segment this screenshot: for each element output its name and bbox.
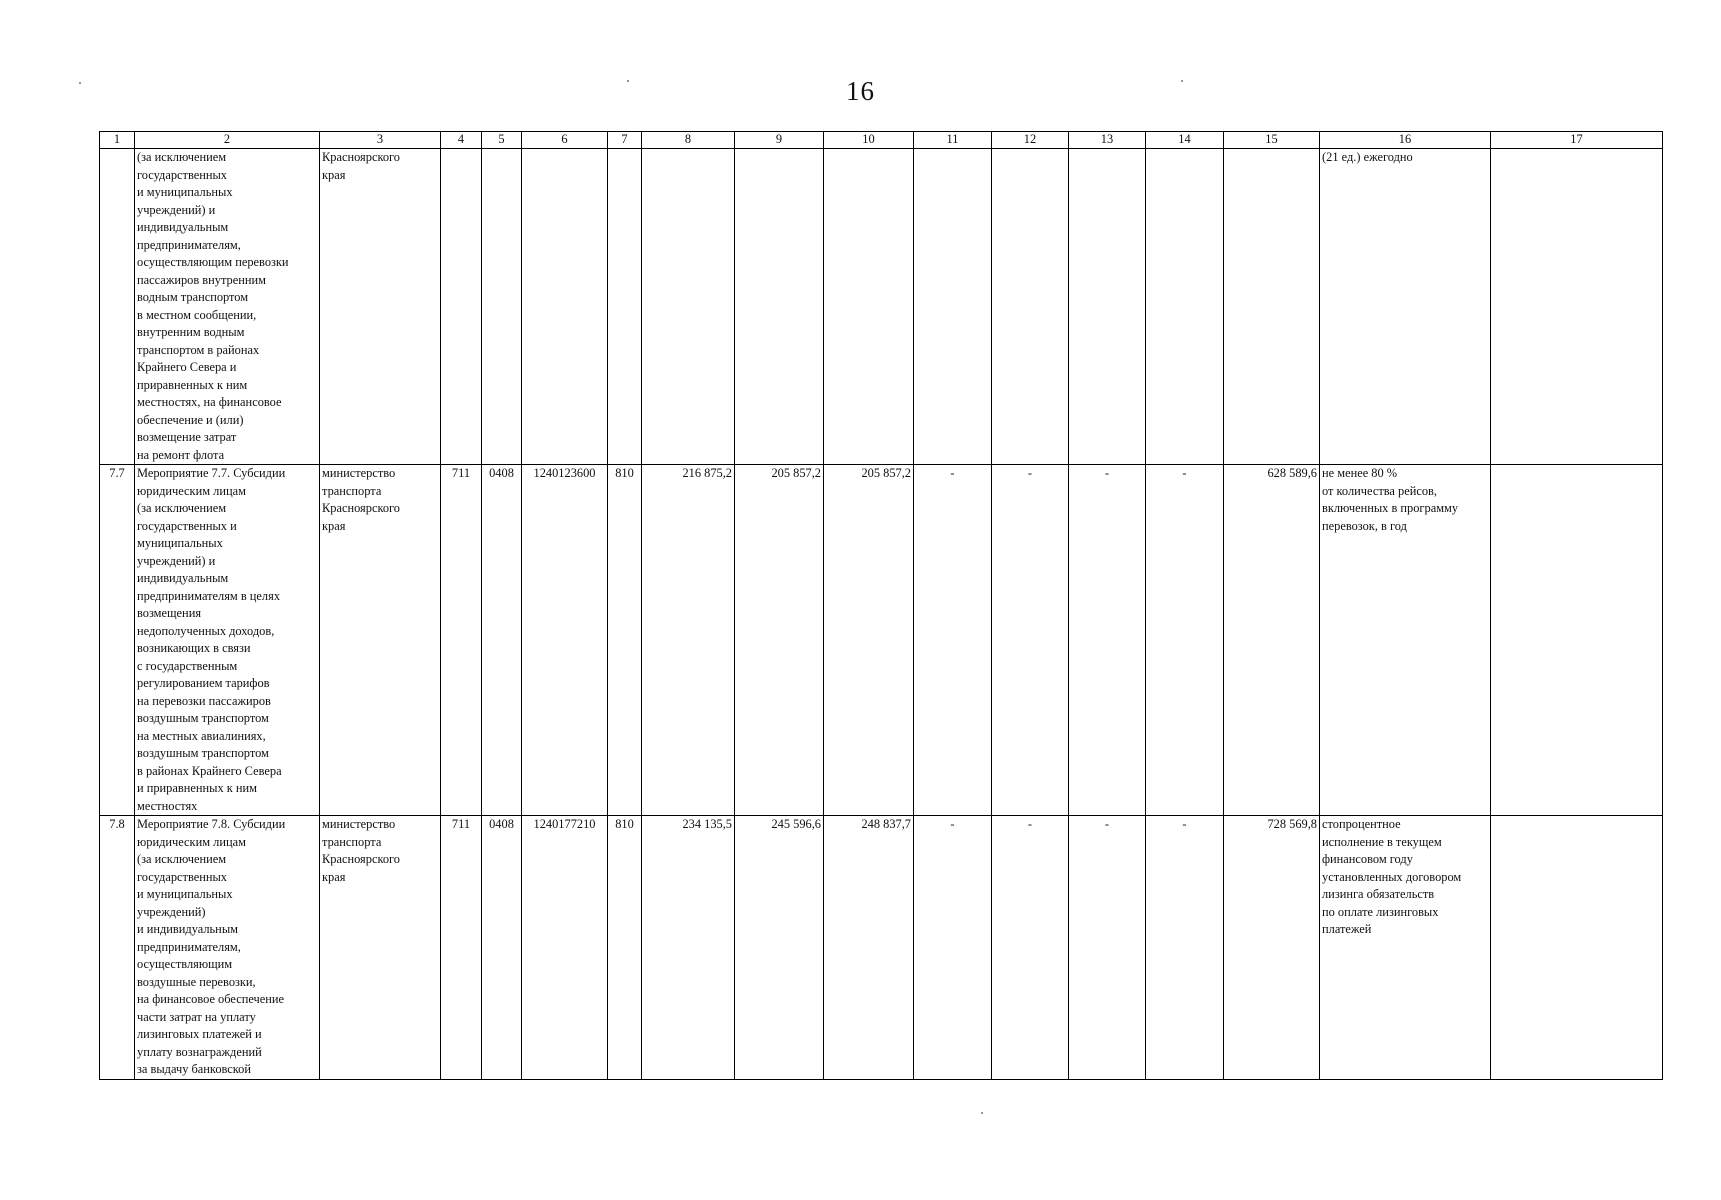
table-row — [100, 465, 1663, 816]
row-number — [100, 149, 135, 465]
column-header: 15 — [1224, 132, 1320, 149]
scan-speck — [1181, 80, 1183, 82]
amount-cell: - — [992, 816, 1069, 1080]
column-header: 6 — [522, 132, 608, 149]
amount-cell — [1069, 149, 1146, 465]
column-header: 16 — [1320, 132, 1491, 149]
column-header: 12 — [992, 132, 1069, 149]
note-cell — [1491, 149, 1663, 465]
expense-type-code: 810 — [608, 465, 642, 816]
executor: министерство транспорта Красноярского края — [320, 465, 441, 816]
amount-cell: - — [1069, 465, 1146, 816]
activity-name: Мероприятие 7.7. Субсидии юридическим лицам (за исключением государственных и муниципальных учреждений) и индивидуальным предпринимателям в целях возмещения недополученных доходов, возникающих в связи с государственным регулированием тарифов на перевозки пассажиров воздушным транспортом на местных авиалиниях, воздушным транспортом в районах Крайнего Севера и приравненных к ним местностях — [135, 465, 320, 816]
activity-name: (за исключением государственных и муниципальных учреждений) и индивидуальным предпринимателям, осуществляющим перевозки пассажиров внутренним водным транспортом в местном сообщении, внутренним водным транспортом в районах Крайнего Севера и приравненных к ним местностях, на финансовое обеспечение и (или) возмещение затрат на ремонт флота — [135, 149, 320, 465]
amount-cell: - — [1146, 816, 1224, 1080]
amount-cell: - — [1069, 816, 1146, 1080]
target-article-code: 1240177210 — [522, 816, 608, 1080]
section-code: 0408 — [482, 465, 522, 816]
grbs-code — [441, 149, 482, 465]
amount-cell: - — [914, 465, 992, 816]
total-amount — [1224, 149, 1320, 465]
row-number: 7.7 — [100, 465, 135, 816]
column-number-row — [100, 132, 1663, 149]
note-cell — [1491, 465, 1663, 816]
column-header: 5 — [482, 132, 522, 149]
column-header: 1 — [100, 132, 135, 149]
amount-cell: 216 875,2 — [642, 465, 735, 816]
amount-cell: 234 135,5 — [642, 816, 735, 1080]
row-number: 7.8 — [100, 816, 135, 1080]
expense-type-code: 810 — [608, 816, 642, 1080]
amount-cell — [1146, 149, 1224, 465]
amount-cell — [642, 149, 735, 465]
amount-cell — [914, 149, 992, 465]
page-number: 16 — [846, 76, 875, 106]
scan-speck — [79, 82, 81, 84]
amount-cell: 245 596,6 — [735, 816, 824, 1080]
amount-cell: - — [992, 465, 1069, 816]
column-header: 8 — [642, 132, 735, 149]
amount-cell: 205 857,2 — [735, 465, 824, 816]
column-header: 2 — [135, 132, 320, 149]
column-header: 4 — [441, 132, 482, 149]
note-cell — [1491, 816, 1663, 1080]
column-header: 14 — [1146, 132, 1224, 149]
amount-cell: - — [1146, 465, 1224, 816]
amount-cell — [992, 149, 1069, 465]
expense-type-code — [608, 149, 642, 465]
amount-cell: 248 837,7 — [824, 816, 914, 1080]
expected-result: стопроцентное исполнение в текущем финансовом году установленных договором лизинга обязательств по оплате лизинговых платежей — [1320, 816, 1491, 1080]
column-header: 10 — [824, 132, 914, 149]
column-header: 3 — [320, 132, 441, 149]
table-row — [100, 816, 1663, 1080]
column-header: 9 — [735, 132, 824, 149]
amount-cell — [824, 149, 914, 465]
expected-result: не менее 80 % от количества рейсов, включенных в программу перевозок, в год — [1320, 465, 1491, 816]
grbs-code: 711 — [441, 465, 482, 816]
target-article-code: 1240123600 — [522, 465, 608, 816]
section-code — [482, 149, 522, 465]
program-activities-table — [99, 131, 1663, 1080]
scan-speck — [981, 1112, 983, 1114]
table-row — [100, 149, 1663, 465]
scan-speck — [627, 80, 629, 82]
section-code: 0408 — [482, 816, 522, 1080]
executor: министерство транспорта Красноярского края — [320, 816, 441, 1080]
column-header: 17 — [1491, 132, 1663, 149]
target-article-code — [522, 149, 608, 465]
column-header: 7 — [608, 132, 642, 149]
grbs-code: 711 — [441, 816, 482, 1080]
amount-cell: 205 857,2 — [824, 465, 914, 816]
total-amount: 728 569,8 — [1224, 816, 1320, 1080]
executor: Красноярского края — [320, 149, 441, 465]
amount-cell — [735, 149, 824, 465]
column-header: 13 — [1069, 132, 1146, 149]
column-header: 11 — [914, 132, 992, 149]
amount-cell: - — [914, 816, 992, 1080]
activity-name: Мероприятие 7.8. Субсидии юридическим лицам (за исключением государственных и муниципальных учреждений) и индивидуальным предпринимателям, осуществляющим воздушные перевозки, на финансовое обеспечение части затрат на уплату лизинговых платежей и уплату вознаграждений за выдачу банковской — [135, 816, 320, 1080]
expected-result: (21 ед.) ежегодно — [1320, 149, 1491, 465]
total-amount: 628 589,6 — [1224, 465, 1320, 816]
